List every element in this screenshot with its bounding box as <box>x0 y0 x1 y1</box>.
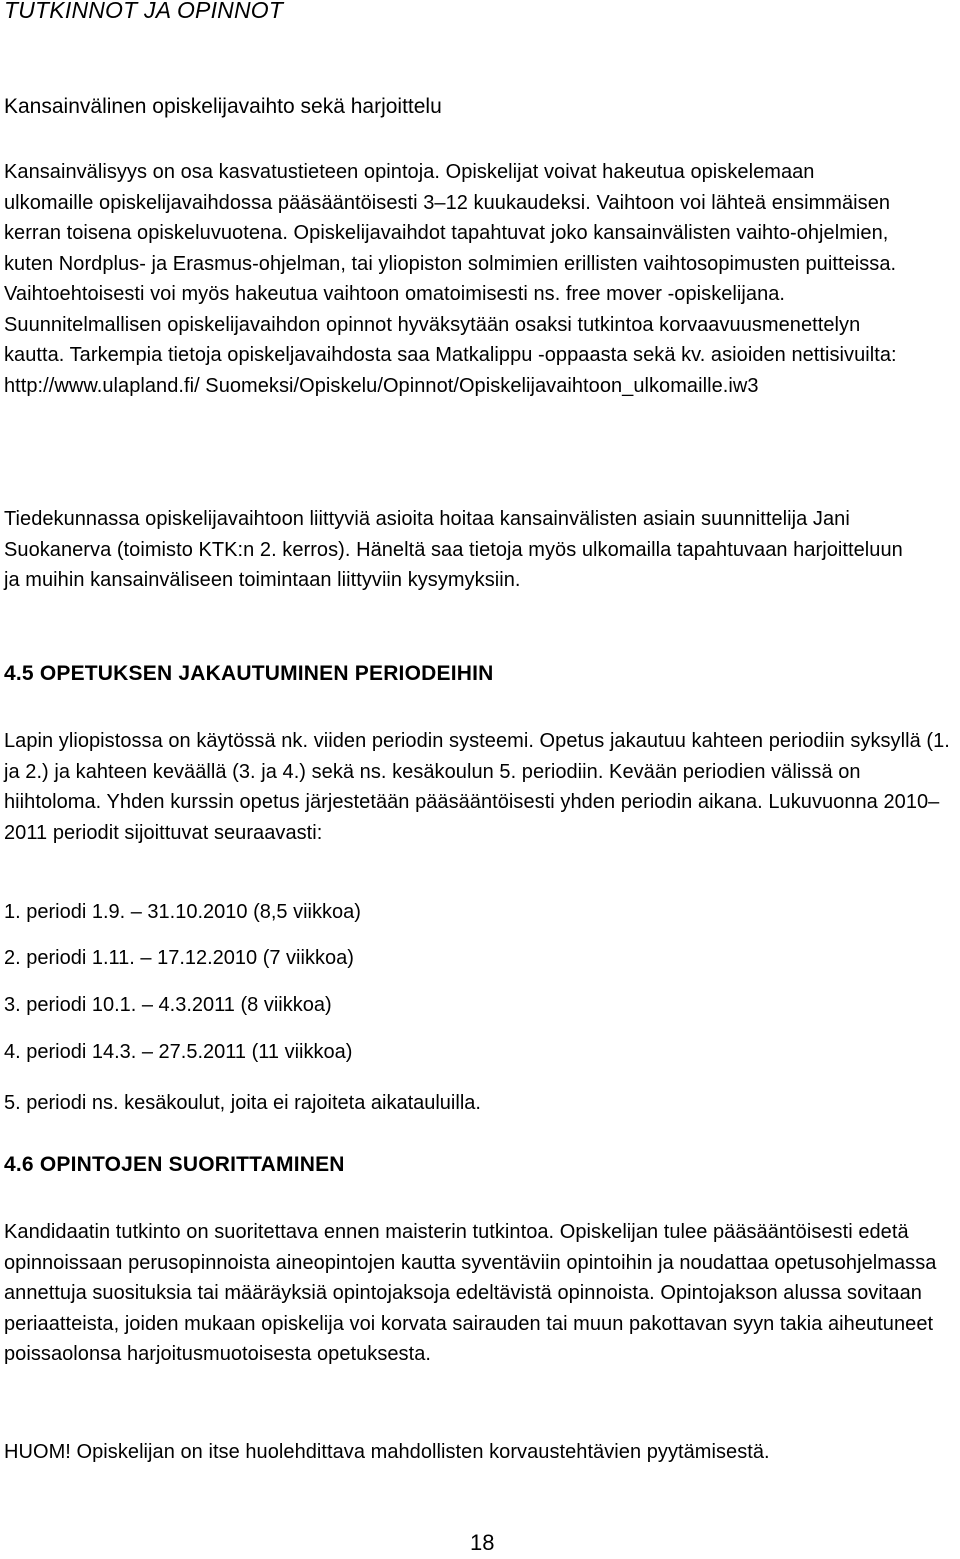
periods-intro-text: Lapin yliopistossa on käytössä nk. viiden periodin systeemi. Opetus jakautuu kahteen periodiin syksyllä (1. ja 2.) ja kahteen keväällä (3. ja 4.) sekä ns. kesäkoulun 5. periodiin. Kevään periodien välissä on hiihtoloma. Yhden kurssin opetus järjestetään pääsääntöisesti yhden periodin aikana. Lukuvuonna 2010–2011 periodit sijoittuvat seuraavasti: <box>4 730 950 844</box>
section-4-6-heading: 4.6 OPINTOJEN SUORITTAMINEN <box>4 1153 345 1176</box>
exchange-heading: Kansainvälinen opiskelijavaihto sekä harjoittelu <box>4 95 442 118</box>
period-item-3: 3. periodi 10.1. – 4.3.2011 (8 viikkoa) <box>4 994 332 1016</box>
period-item-1: 1. periodi 1.9. – 31.10.2010 (8,5 viikkoa) <box>4 901 361 923</box>
studies-paragraph-2 <box>4 1437 864 1468</box>
page-number: 18 <box>470 1530 495 1555</box>
studies-paragraph-1-text: Kandidaatin tutkinto on suoritettava ennen maisterin tutkintoa. Opiskelijan tulee pääsääntöisesti edetä opinnoissaan perusopinnoista aineopintojen kautta syventäviin opintoihin ja noudattaa opetusohjelmassa annettuja suosituksia tai määräyksiä opintojaksoja edeltävistä opinnoista. Opintojakson alussa sovitaan periaatteista, joiden mukaan opiskelija voi korvata sairauden tai muun pakottavan syyn takia aiheutuneet poissaolonsa harjoitusmuotoisesta opetuksesta. <box>4 1221 937 1365</box>
section-4-5-heading: 4.5 OPETUKSEN JAKAUTUMINEN PERIODEIHIN <box>4 662 494 685</box>
studies-paragraph-2-text: HUOM! Opiskelijan on itse huolehdittava mahdollisten korvaustehtävien pyytämisestä. <box>4 1441 770 1463</box>
exchange-paragraph-1-text: Kansainvälisyys on osa kasvatustieteen opintoja. Opiskelijat voivat hakeutua opiskelemaan ulkomaille opiskelijavaihdossa pääsääntöisesti 3–12 kuukaudeksi. Vaihtoon voi lähteä ensimmäisen kerran toisena opiskeluvuotena. Opiskelijavaihdot tapahtuvat joko kansainvälisten vaihto-ohjelmien, kuten Nordplus- ja Erasmus-ohjelman, tai yliopiston solmimien erillisten vaihtosopimusten puitteissa. Vaihtoehtoisesti voi myös hakeutua vaihtoon omatoimisesti ns. free mover -opiskelijana. Suunnitelmallisen opiskelijavaihdon opinnot hyväksytään osaksi tutkintoa korvaavuusmenettelyn kautta. Tarkempia tietoja opiskeljavaihdosta saa Matkalippu -oppaasta sekä kv. asioiden nettisivuilta: http://www.ulapland.fi/ Suomeksi/Opiskelu/Opinnot/Opiskelijavaihtoon_ulkomaille.iw3 <box>4 161 897 397</box>
periods-intro <box>4 726 959 848</box>
running-header: TUTKINNOT JA OPINNOT <box>4 0 284 23</box>
period-item-4: 4. periodi 14.3. – 27.5.2011 (11 viikkoa) <box>4 1041 353 1063</box>
period-item-2: 2. periodi 1.11. – 17.12.2010 (7 viikkoa) <box>4 947 354 969</box>
exchange-paragraph-1 <box>4 157 904 401</box>
exchange-paragraph-2-text: Tiedekunnassa opiskelijavaihtoon liittyviä asioita hoitaa kansainvälisten asiain suunnittelija Jani Suokanerva (toimisto KTK:n 2. kerros). Häneltä saa tietoja myös ulkomailla tapahtuvaan harjoitteluun ja muihin kansainväliseen toimintaan liittyviin kysymyksiin. <box>4 508 903 591</box>
studies-paragraph-1 <box>4 1217 944 1370</box>
period-item-5: 5. periodi ns. kesäkoulut, joita ei rajoiteta aikatauluilla. <box>4 1092 481 1114</box>
exchange-paragraph-2 <box>4 504 909 596</box>
